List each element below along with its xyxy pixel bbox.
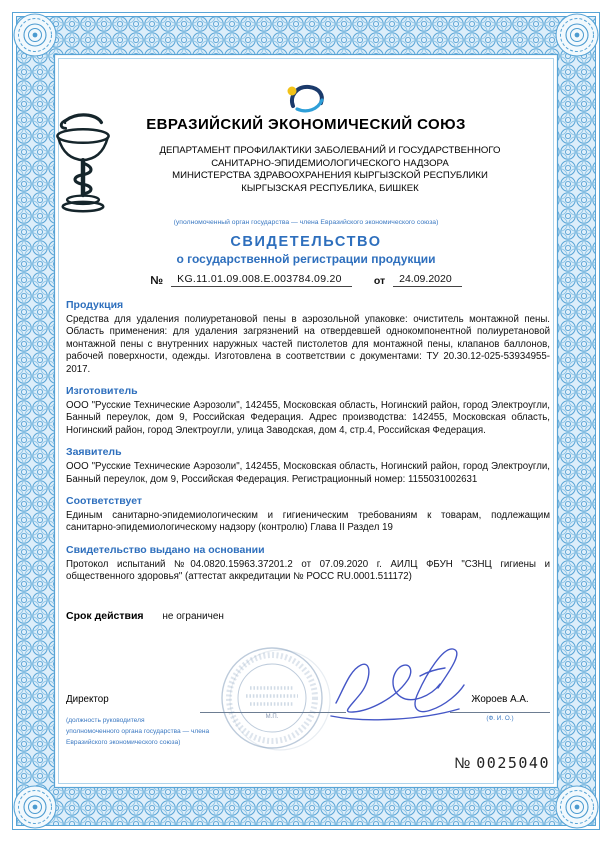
validity-value: не ограничен xyxy=(162,610,224,622)
name-note: (Ф. И. О.) xyxy=(486,715,514,722)
section-heading: Продукция xyxy=(66,299,124,311)
position-note-line: Евразийского экономического союза) xyxy=(66,739,181,746)
position-note xyxy=(66,715,209,748)
certificate-sections xyxy=(66,299,550,622)
section-body: ООО "Русские Технические Аэрозоли", 142455, Московская область, Ногинский район, город Электроугли, Банный переулок, дом 9, Российская Федерация. Адрес производства: 142455, Московская область, Ногинский район, город Электроугли, улица Заводская, дом 4, стр.4, Российская Федерация. xyxy=(66,400,550,436)
section-heading: Заявитель xyxy=(66,446,122,459)
department-line: МИНИСТЕРСТВА ЗДРАВООХРАНЕНИЯ КЫРГЫЗСКОЙ РЕСПУБЛИКИ xyxy=(172,170,488,182)
certificate-number-row xyxy=(0,273,612,287)
certificate-date: 24.09.2020 xyxy=(393,273,462,287)
signer-name: Жороев А.А. xyxy=(471,694,529,705)
number-sign: № xyxy=(150,275,164,287)
certificate-title: СВИДЕТЕЛЬСТВО xyxy=(230,234,382,250)
blank-serial-number xyxy=(454,754,550,772)
section-body: ООО "Русские Технические Аэрозоли", 142455, Московская область, Ногинский район, город Электроугли, Банный переулок, дом 9, Российская Федерация. Регистрационный номер: 1155031002631 xyxy=(66,461,550,485)
section-body: Средства для удаления полиуретановой пены в аэрозольной упаковке: очиститель монтажной пены. Область применения: для удаления загрязнений на отвердевшей однокомпонентной полиуретановой монтажной пены с внутренних наружных частей пистолетов для монтажной пены, клапанов баллонов, рабочей поверхности, одежды. Изготовлена в соответствии с документами: ТУ 20.30.12-025-53934955-2017. xyxy=(66,314,550,375)
serial-number-sign: № xyxy=(454,755,471,772)
section-heading: Свидетельство выдано на основании xyxy=(66,543,265,556)
section-body: Протокол испытаний №04.0820.15963.37201.2 от 07.09.2020 г. АИЛЦ ФБУН "СЗНЦ гигиены и общественного здоровья" (аттестат аккредитации № РОСС RU.0001.511172) xyxy=(66,558,550,583)
signature-line xyxy=(200,712,346,713)
certificate-subtitle: о государственной регистрации продукции xyxy=(176,252,436,266)
section-compliance xyxy=(66,495,550,535)
department-name xyxy=(116,145,544,195)
date-preposition: от xyxy=(373,275,386,287)
section-product xyxy=(66,299,550,376)
section-body: Единым санитарно-эпидемиологическим и гигиеническим требованиям к товарам, подлежащим санитарно-эпидемиологическому надзору (контролю) Глава II Раздел 19 xyxy=(66,510,550,534)
section-applicant xyxy=(66,446,550,486)
union-title: ЕВРАЗИЙСКИЙ ЭКОНОМИЧЕСКИЙ СОЮЗ xyxy=(146,116,466,133)
validity-label: Срок действия xyxy=(66,609,144,622)
validity-row xyxy=(66,610,550,622)
section-heading: Изготовитель xyxy=(66,385,138,398)
position-note-line: (должность руководителя xyxy=(66,717,145,724)
section-heading: Соответствует xyxy=(66,495,143,508)
authority-note: (уполномоченный орган государства — члена Евразийского экономического союза) xyxy=(173,219,439,226)
signer-position: Директор xyxy=(66,694,109,705)
section-manufacturer xyxy=(66,385,550,437)
name-line xyxy=(450,712,550,713)
department-line: КЫРГЫЗСКАЯ РЕСПУБЛИКА, БИШКЕК xyxy=(241,182,419,194)
section-issued-basis xyxy=(66,544,550,584)
eaeu-logo-icon xyxy=(283,82,327,114)
stamp-place-mark: М.П. xyxy=(265,714,279,720)
serial-number-value: 0025040 xyxy=(476,754,550,772)
position-note-line: уполномоченного органа государства — члена xyxy=(66,728,210,735)
bowl-of-hygieia-icon xyxy=(54,110,112,220)
certificate-number: KG.11.01.09.008.Е.003784.09.20 xyxy=(171,273,352,287)
department-line: САНИТАРНО-ЭПИДЕМИОЛОГИЧЕСКОГО НАДЗОРА xyxy=(211,157,449,169)
department-line: ДЕПАРТАМЕНТ ПРОФИЛАКТИКИ ЗАБОЛЕВАНИЙ И ГОСУДАРСТВЕННОГО xyxy=(159,145,501,156)
